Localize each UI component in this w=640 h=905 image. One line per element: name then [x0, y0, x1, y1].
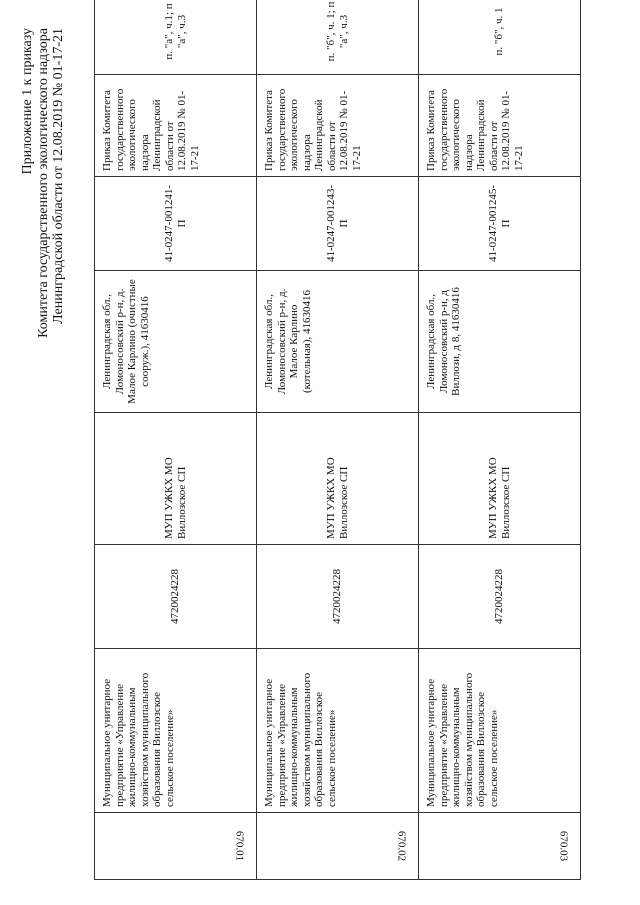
inn-cell: 4720024228 [257, 545, 419, 649]
criteria-cell: п. "а", ч.1; п "а", ч.3 [95, 0, 257, 75]
row-number: 670.02 [395, 830, 408, 862]
header-line-3: Ленинградской области от 12.08.2019 № 01-17-21 [51, 28, 66, 324]
row-number: 670.03 [557, 830, 570, 862]
short-name-cell: МУП УЖКХ МО Виллозское СП [95, 413, 257, 545]
inspection-table [94, 0, 581, 880]
object-code-cell: 41-0247-001245-П [419, 177, 581, 271]
row-number-cell [419, 813, 581, 880]
object-code-cell: 41-0247-001241-П [95, 177, 257, 271]
header-line-1: Приложение 1 к приказу [20, 28, 35, 175]
order-cell: Приказ Комитета государственного экологического надзора Ленинградской области от 12.08.2019 № 01-17-21 [419, 75, 581, 177]
appendix-header [20, 28, 67, 498]
inn-cell: 4720024228 [95, 545, 257, 649]
table-row [95, 0, 257, 880]
row-number-cell [257, 813, 419, 880]
row-number-cell [95, 813, 257, 880]
criteria-cell: п. "б", ч. 1; п "а", ч.3 [257, 0, 419, 75]
criteria-cell: п. "б", ч. 1 [419, 0, 581, 75]
object-code-cell: 41-0247-001243-П [257, 177, 419, 271]
order-cell: Приказ Комитета государственного экологического надзора Ленинградской области от 12.08.2019 № 01-17-21 [95, 75, 257, 177]
full-name-cell: Муниципальное унитарное предприятие «Управление жилищно-коммунальным хозяйством муниципального образования Виллозское сельское поселение» [95, 649, 257, 813]
row-number: 670.01 [233, 830, 246, 862]
full-name-cell: Муниципальное унитарное предприятие «Управление жилищно-коммунальным хозяйством муниципального образования Виллозское сельское поселение» [257, 649, 419, 813]
address-cell: Ленинградская обл., Ломоносовский р-н, д. Малое Карлино (котельная), 41630416 [257, 271, 419, 413]
address-cell: Ленинградская обл., Ломоносовский р-н, д Виллози, д 8, 41630416 [419, 271, 581, 413]
order-cell: Приказ Комитета государственного экологического надзора Ленинградской области от 12.08.2019 № 01-17-21 [257, 75, 419, 177]
inn-cell: 4720024228 [419, 545, 581, 649]
full-name-cell: Муниципальное унитарное предприятие «Управление жилищно-коммунальным хозяйством муниципального образования Виллозское сельское поселение» [419, 649, 581, 813]
header-line-2: Комитета государственного экологического надзора [35, 28, 51, 338]
short-name-cell: МУП УЖКХ МО Виллозское СП [419, 413, 581, 545]
short-name-cell: МУП УЖКХ МО Виллозское СП [257, 413, 419, 545]
table-row [419, 0, 581, 880]
table-row [257, 0, 419, 880]
address-cell: Ленинградская обл., Ломоносовский р-н, д. Малое Карлино (очистные соорyж.), 41630416 [95, 271, 257, 413]
